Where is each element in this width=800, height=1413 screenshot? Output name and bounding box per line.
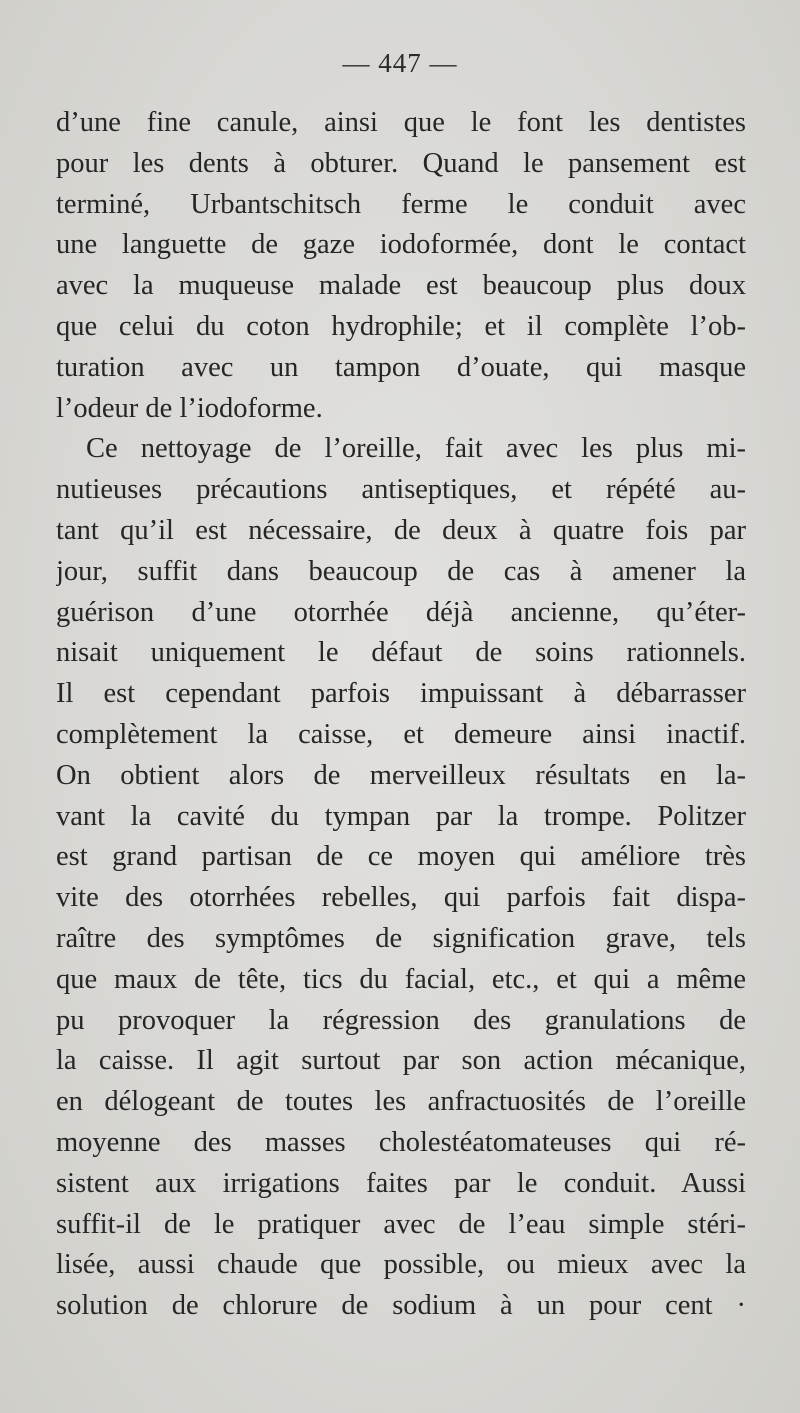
- text-line: la caisse. Il agit surtout par son action mécanique,: [56, 1045, 746, 1077]
- page-number: — 447 —: [342, 48, 458, 78]
- text-line: en délogeant de toutes les anfractuosités de l’oreille: [56, 1086, 746, 1118]
- text-line: nutieuses précautions antiseptiques, et répété au-: [56, 474, 746, 506]
- text-line: tant qu’il est nécessaire, de deux à quatre fois par: [56, 514, 746, 546]
- text-line: avec la muqueuse malade est beaucoup plus doux: [56, 270, 746, 302]
- text-line: l’odeur de l’iodoforme.: [56, 392, 323, 424]
- text-line: sistent aux irrigations faites par le conduit. Aussi: [56, 1167, 746, 1199]
- text-line: moyenne des masses cholestéatomateuses qui ré-: [56, 1126, 746, 1158]
- text-line: Ce nettoyage de l’oreille, fait avec les plus mi-: [86, 433, 746, 465]
- text-line: une languette de gaze iodoformée, dont le contact: [56, 229, 746, 261]
- text-line: que celui du coton hydrophile; et il complète l’ob-: [56, 310, 746, 342]
- text-line: turation avec un tampon d’ouate, qui masque: [56, 351, 746, 383]
- text-line: pu provoquer la régression des granulations de: [56, 1004, 746, 1036]
- text-line: nisait uniquement le défaut de soins rationnels.: [56, 637, 746, 669]
- text-line: lisée, aussi chaude que possible, ou mieux avec la: [56, 1249, 746, 1281]
- text-line: suffit-il de le pratiquer avec de l’eau simple stéri-: [56, 1208, 746, 1240]
- text-line: guérison d’une otorrhée déjà ancienne, qu’éter-: [56, 596, 746, 628]
- text-line: complètement la caisse, et demeure ainsi inactif.: [56, 718, 746, 750]
- text-line: terminé, Urbantschitsch ferme le conduit avec: [56, 188, 746, 220]
- text-line: raître des symptômes de signification grave, tels: [56, 922, 746, 954]
- text-line: vite des otorrhées rebelles, qui parfois fait dispa-: [56, 882, 746, 914]
- text-line: que maux de tête, tics du facial, etc., et qui a même: [56, 963, 746, 995]
- paragraph: [56, 103, 746, 429]
- text-line: est grand partisan de ce moyen qui améliore très: [56, 841, 746, 873]
- text-line: On obtient alors de merveilleux résultats en la-: [56, 759, 746, 791]
- text-body: [56, 103, 746, 1327]
- text-line: d’une fine canule, ainsi que le font les dentistes: [56, 107, 746, 138]
- text-line: pour les dents à obturer. Quand le pansement est: [56, 147, 746, 179]
- text-line: jour, suffit dans beaucoup de cas à amener la: [56, 555, 746, 587]
- text-line: Il est cependant parfois impuissant à débarrasser: [56, 678, 746, 710]
- text-line: vant la cavité du tympan par la trompe. Politzer: [56, 800, 746, 832]
- text-line: solution de chlorure de sodium à un pour cent ·: [56, 1290, 746, 1322]
- paragraph: [56, 429, 746, 1327]
